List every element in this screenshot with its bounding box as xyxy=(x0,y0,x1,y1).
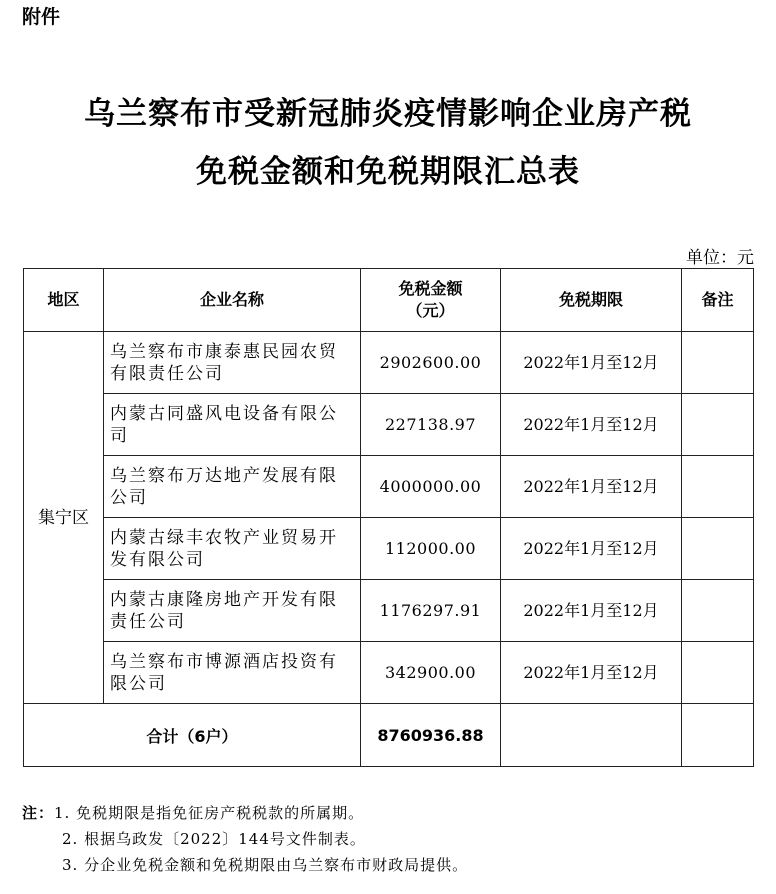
total-row xyxy=(24,704,754,767)
period-cell: 2022年1月至12月 xyxy=(501,580,682,642)
table-header-row xyxy=(24,269,754,332)
company-name-cell: 内蒙古绿丰农牧产业贸易开发有限公司 xyxy=(104,518,361,580)
table-row xyxy=(24,518,754,580)
amount-cell: 4000000.00 xyxy=(361,456,501,518)
period-cell: 2022年1月至12月 xyxy=(501,332,682,394)
period-cell: 2022年1月至12月 xyxy=(501,518,682,580)
period-cell: 2022年1月至12月 xyxy=(501,642,682,704)
total-remark-cell xyxy=(682,704,754,767)
amount-cell: 2902600.00 xyxy=(361,332,501,394)
document-title-line-1: 乌兰察布市受新冠肺炎疫情影响企业房产税 xyxy=(84,96,692,132)
amount-cell: 112000.00 xyxy=(361,518,501,580)
company-name-cell: 内蒙古同盛风电设备有限公司 xyxy=(104,394,361,456)
company-name-cell: 乌兰察布市康泰惠民园农贸有限责任公司 xyxy=(104,332,361,394)
period-cell: 2022年1月至12月 xyxy=(501,394,682,456)
header-company: 企业名称 xyxy=(104,269,361,332)
company-name-cell: 乌兰察布万达地产发展有限公司 xyxy=(104,456,361,518)
table-row xyxy=(24,332,754,394)
header-region: 地区 xyxy=(24,269,104,332)
unit-label: 单位：元 xyxy=(686,248,754,268)
table-row xyxy=(24,394,754,456)
table-row xyxy=(24,456,754,518)
remark-cell xyxy=(682,518,754,580)
notes-lead: 注： xyxy=(22,804,55,822)
amount-cell: 1176297.91 xyxy=(361,580,501,642)
note-item: 2. 根据乌政发〔2022〕144号文件制表。 xyxy=(62,830,366,848)
amount-cell: 227138.97 xyxy=(361,394,501,456)
remark-cell xyxy=(682,580,754,642)
total-label: 合计（6户） xyxy=(24,704,361,767)
header-remark: 备注 xyxy=(682,269,754,332)
period-cell: 2022年1月至12月 xyxy=(501,456,682,518)
remark-cell xyxy=(682,394,754,456)
note-item: 3. 分企业免税金额和免税期限由乌兰察布市财政局提供。 xyxy=(62,856,469,874)
amount-cell: 342900.00 xyxy=(361,642,501,704)
company-name-cell: 内蒙古康隆房地产开发有限责任公司 xyxy=(104,580,361,642)
remark-cell xyxy=(682,456,754,518)
header-amount-line-2: （元） xyxy=(406,301,455,320)
table-row xyxy=(24,642,754,704)
attachment-label: 附件 xyxy=(22,6,61,28)
header-amount-line-1: 免税金额 xyxy=(398,279,463,298)
region-cell: 集宁区 xyxy=(24,332,104,704)
company-name-cell: 乌兰察布市博源酒店投资有限公司 xyxy=(104,642,361,704)
header-period: 免税期限 xyxy=(501,269,682,332)
table-row xyxy=(24,580,754,642)
total-amount: 8760936.88 xyxy=(361,704,501,767)
note-text: 1. 免税期限是指免征房产税税款的所属期。 xyxy=(54,804,365,822)
header-amount xyxy=(361,269,501,332)
total-period-cell xyxy=(501,704,682,767)
tax-exemption-table xyxy=(23,268,754,767)
document-title-line-2: 免税金额和免税期限汇总表 xyxy=(196,154,580,190)
remark-cell xyxy=(682,332,754,394)
note-item xyxy=(22,800,468,826)
notes-section xyxy=(22,800,468,878)
remark-cell xyxy=(682,642,754,704)
